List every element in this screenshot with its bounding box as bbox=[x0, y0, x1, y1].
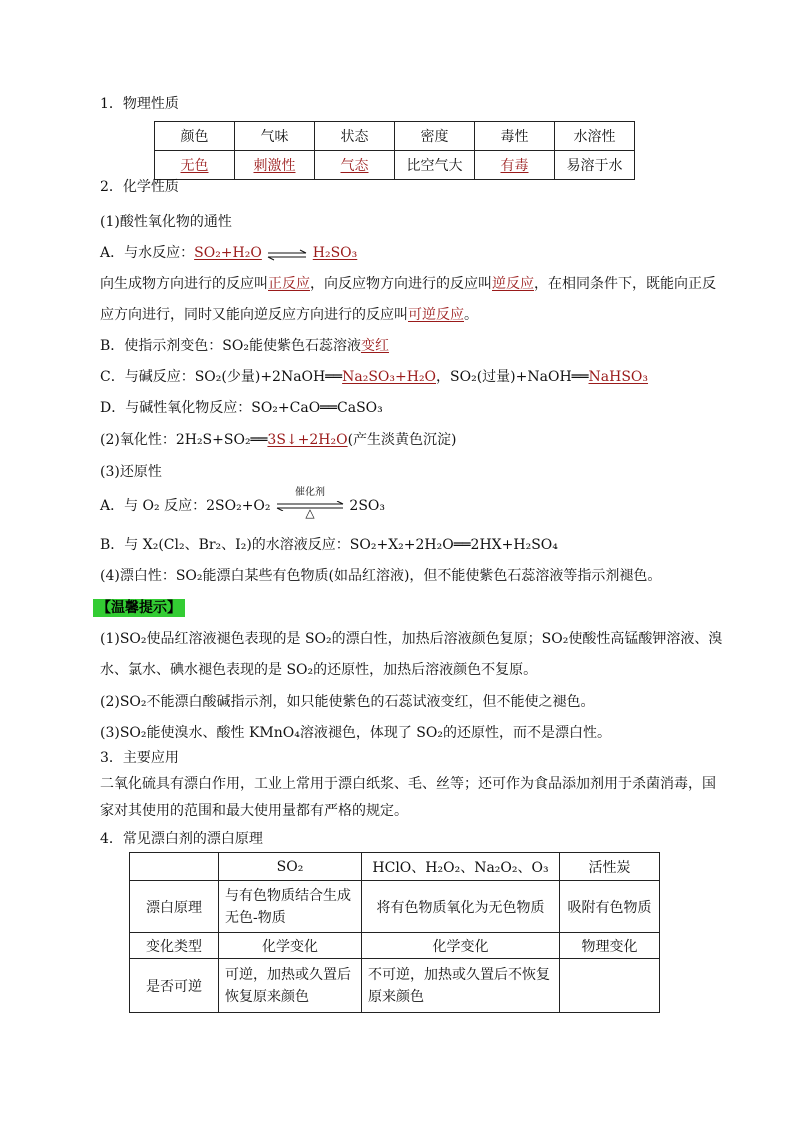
body-text: ，在相同条件下，既能向正反 bbox=[534, 276, 716, 292]
reversible-def-line1 bbox=[100, 274, 716, 294]
table-cell bbox=[315, 151, 395, 180]
tip-label bbox=[93, 598, 185, 618]
section-1-title: 1．物理性质 bbox=[100, 96, 179, 112]
item-label: A．与水反应： bbox=[100, 245, 195, 261]
body-text: ，SO₂(过量)+NaOH══ bbox=[436, 369, 589, 385]
table-cell: 与有色物质结合生成无色-物质 bbox=[219, 881, 362, 933]
table-cell: 漂白原理 bbox=[130, 881, 219, 933]
catalyst-label: 催化剂 bbox=[294, 487, 325, 498]
basic-oxide-reaction: D．与碱性氧化物反应：SO₂+CaO══CaSO₃ bbox=[100, 400, 383, 416]
answer-text: 易溶于水 bbox=[566, 158, 623, 174]
catalyst-reversible-arrow-icon bbox=[275, 487, 345, 520]
oxidizing-property bbox=[100, 430, 457, 450]
answer-text: 变红 bbox=[360, 338, 389, 354]
table-cell: 化学变化 bbox=[362, 933, 560, 959]
answer-text: 3S↓+2H₂O bbox=[267, 432, 348, 448]
application-line2: 家对其使用的范围和最大使用量都有严格的规定。 bbox=[100, 803, 408, 819]
table-header: HClO、H₂O₂、Na₂O₂、O₃ bbox=[362, 853, 560, 881]
table-header: 水溶性 bbox=[555, 122, 635, 151]
table-cell bbox=[560, 959, 660, 1013]
reversible-arrow-icon bbox=[266, 247, 308, 259]
table-cell bbox=[155, 151, 235, 180]
section-2-title: 2．化学性质 bbox=[100, 179, 179, 195]
answer-text: NaHSO₃ bbox=[588, 369, 649, 385]
reducing-title: (3)还原性 bbox=[100, 464, 162, 480]
tip-p1-line2: 水、氯水、碘水褪色表现的是 SO₂的还原性，加热后溶液颜色不复原。 bbox=[100, 662, 538, 678]
answer-text: SO₂+H₂O bbox=[194, 245, 262, 261]
table-cell: 物理变化 bbox=[560, 933, 660, 959]
o2-reaction bbox=[100, 487, 386, 520]
halogen-reaction: B．与 X₂(Cl₂、Br₂、I₂)的水溶液反应：SO₂+X₂+2H₂O══2HX+H₂SO₄ bbox=[100, 537, 558, 553]
answer-text: 正反应 bbox=[268, 276, 310, 292]
body-text: 向生成物方向进行的反应叫 bbox=[100, 276, 268, 292]
table-header: 毒性 bbox=[475, 122, 555, 151]
body-text: C．与碱反应：SO₂(少量)+2NaOH══ bbox=[100, 369, 343, 385]
answer-text: 刺激性 bbox=[253, 158, 296, 174]
indicator-reaction bbox=[100, 336, 389, 356]
table-cell: 化学变化 bbox=[219, 933, 362, 959]
tip-badge: 【温馨提示】 bbox=[93, 599, 185, 617]
table-cell: 不可逆，加热或久置后不恢复原来颜色 bbox=[362, 959, 560, 1013]
base-reaction bbox=[100, 367, 648, 387]
table-row bbox=[155, 122, 635, 151]
section-3-title: 3．主要应用 bbox=[100, 750, 179, 766]
body-text: (2)氧化性：2H₂S+SO₂══ bbox=[100, 432, 268, 448]
body-text: A．与 O₂ 反应：2SO₂+O₂ bbox=[100, 498, 271, 514]
body-text: ，向反应物方向进行的反应叫 bbox=[310, 276, 492, 292]
table-cell: 将有色物质氧化为无色物质 bbox=[362, 881, 560, 933]
table-cell bbox=[555, 151, 635, 180]
table-cell: 是否可逆 bbox=[130, 959, 219, 1013]
body-text: B．使指示剂变色：SO₂能使紫色石蕊溶液 bbox=[100, 338, 361, 354]
table-cell bbox=[475, 151, 555, 180]
body-text: 2SO₃ bbox=[349, 498, 386, 514]
answer-text: 无色 bbox=[180, 158, 209, 174]
table-header: 气味 bbox=[235, 122, 315, 151]
body-text: 。 bbox=[464, 307, 478, 323]
bleach-principle-table bbox=[129, 852, 660, 1013]
table-row bbox=[130, 933, 660, 959]
reversible-def-line2 bbox=[100, 305, 478, 325]
section-4-title: 4．常见漂白剂的漂白原理 bbox=[100, 831, 263, 847]
table-row bbox=[130, 853, 660, 881]
physical-properties-table bbox=[154, 121, 635, 180]
heat-symbol: △ bbox=[305, 506, 315, 520]
answer-text: 逆反应 bbox=[492, 276, 534, 292]
table-cell: 吸附有色物质 bbox=[560, 881, 660, 933]
table-header: 活性炭 bbox=[560, 853, 660, 881]
table-cell bbox=[395, 151, 475, 180]
table-cell: 变化类型 bbox=[130, 933, 219, 959]
table-row bbox=[130, 881, 660, 933]
reaction-with-water bbox=[100, 243, 357, 263]
table-header: 状态 bbox=[315, 122, 395, 151]
bleaching-property: (4)漂白性：SO₂能漂白某些有色物质(如品红溶液)，但不能使紫色石蕊溶液等指示剂褪色。 bbox=[100, 568, 662, 584]
answer-text: 可逆反应 bbox=[408, 307, 464, 323]
tip-p1-line1: (1)SO₂使品红溶液褪色表现的是 SO₂的漂白性，加热后溶液颜色复原；SO₂使酸性高锰酸钾溶液、溴 bbox=[100, 631, 723, 647]
table-row bbox=[155, 151, 635, 180]
answer-text: 有毒 bbox=[500, 158, 529, 174]
table-cell bbox=[235, 151, 315, 180]
table-header: SO₂ bbox=[219, 853, 362, 881]
table-cell: 可逆，加热或久置后恢复原来颜色 bbox=[219, 959, 362, 1013]
tip-p3: (3)SO₂能使溴水、酸性 KMnO₄溶液褪色，体现了 SO₂的还原性，而不是漂白性。 bbox=[100, 725, 611, 741]
table-row bbox=[130, 959, 660, 1013]
acid-oxide-title: (1)酸性氧化物的通性 bbox=[100, 214, 232, 230]
body-text: (产生淡黄色沉淀) bbox=[347, 432, 457, 448]
tip-p2: (2)SO₂不能漂白酸碱指示剂，如只能使紫色的石蕊试液变红，但不能使之褪色。 bbox=[100, 694, 595, 710]
answer-text: H₂SO₃ bbox=[312, 245, 358, 261]
table-header: 颜色 bbox=[155, 122, 235, 151]
answer-text: Na₂SO₃+H₂O bbox=[342, 369, 437, 385]
body-text: 应方向进行，同时又能向逆反应方向进行的反应叫 bbox=[100, 307, 408, 323]
answer-text: 比空气大 bbox=[406, 158, 463, 174]
answer-text: 气态 bbox=[340, 158, 369, 174]
application-line1: 二氧化硫具有漂白作用，工业上常用于漂白纸浆、毛、丝等；还可作为食品添加剂用于杀菌消毒，国 bbox=[100, 776, 716, 792]
table-header bbox=[130, 853, 219, 881]
table-header: 密度 bbox=[395, 122, 475, 151]
